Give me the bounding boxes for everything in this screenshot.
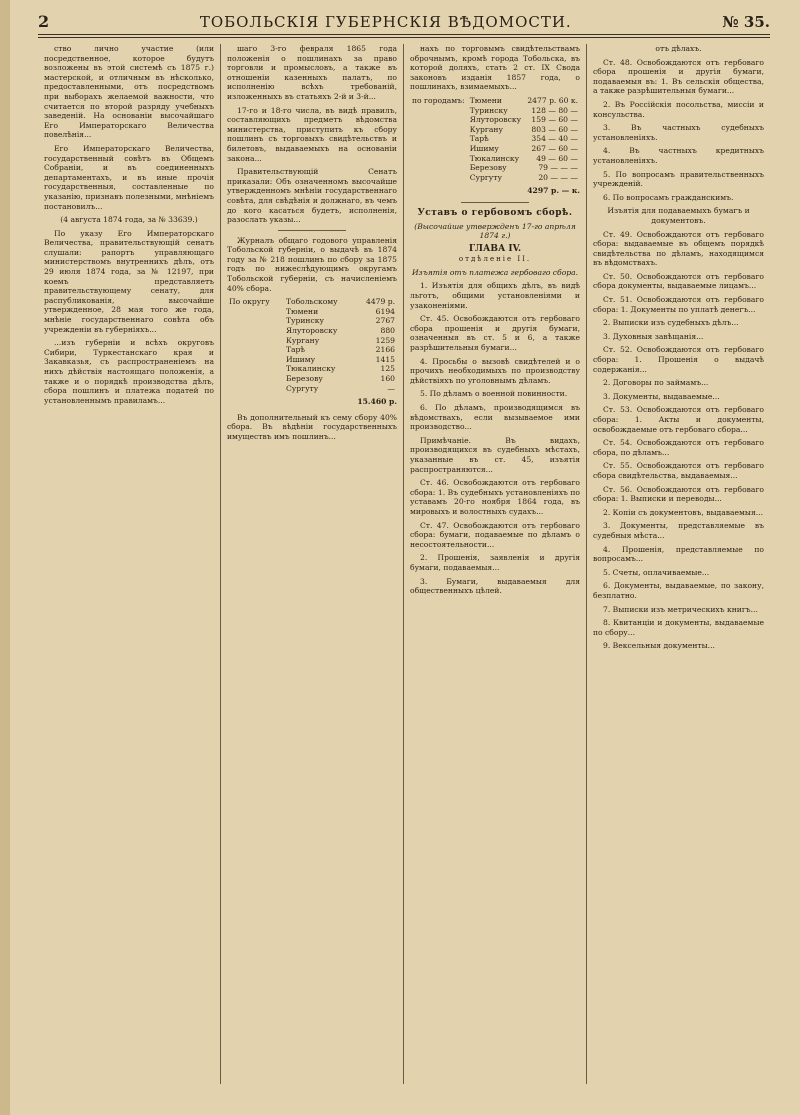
paragraph: 4. Просьбы о вызовѣ свидѣтелей и о прочихъ необходимыхъ по производству дѣйствіяхъ по уголовнымъ дѣламъ.	[410, 356, 580, 385]
row-value: 6194	[375, 306, 395, 316]
row-name: Ялуторовску	[469, 115, 522, 125]
table-row	[227, 374, 397, 384]
paragraph: 2. Договоры по займамъ...	[603, 378, 709, 388]
paragraph: 1. Изъятія для общихъ дѣлъ, въ видѣ льготъ, общими установленіями и узаконеніями.	[410, 281, 580, 310]
statute-subtitle: (Высочайше утвержденъ 17-го апрѣля 1874 г.)	[414, 221, 576, 241]
page-number: 2	[38, 12, 50, 31]
row-value: 4479 р.	[365, 297, 395, 307]
row-name: Тюмени	[469, 95, 502, 105]
row-name: Тюкалинску	[469, 153, 520, 163]
row-name: Туринску	[285, 316, 324, 326]
table-row	[410, 154, 580, 164]
paragraph: Ст. 54. Освобождаются отъ гербоваго сбора, по дѣламъ...	[593, 438, 764, 457]
row-prefix	[410, 173, 468, 183]
row-value: 160	[380, 374, 395, 383]
chapter-title: ГЛАВА IV.	[468, 243, 522, 254]
row-value: 354 — 40 —	[531, 134, 578, 144]
paragraph: 5. Счеты, оплачиваемые...	[603, 567, 710, 577]
row-value: 803 — 60 —	[531, 124, 578, 134]
row-name: Ишиму	[469, 143, 499, 153]
row-name: Тюкалинску	[285, 364, 336, 374]
row-prefix	[227, 355, 284, 365]
row-prefix	[227, 345, 284, 355]
paragraph: 2. Прошенія, заявленія и другія бумаги, подаваемыя...	[410, 553, 580, 572]
row-value: 1259	[375, 335, 395, 345]
table-row	[410, 173, 580, 183]
paragraph: шаго 3-го февраля 1865 года положенія о пошлинахъ за право торговли и промысловъ, а также въ отношеніи казенныхъ палатъ, по исполненію всѣхъ требованій, изложенныхъ въ статьяхъ 2-й и 3-й...	[227, 44, 397, 101]
row-name: Тарѣ	[469, 134, 489, 144]
paragraph: 3. Духовныя завѣщанія...	[603, 331, 704, 341]
row-name: Тарѣ	[285, 345, 305, 355]
table-row	[227, 316, 397, 326]
paragraph: Ст. 46. Освобождаются отъ гербоваго сбора: 1. Въ судебныхъ установленіяхъ по уставамъ 20-го ноября 1864 года, въ мировыхъ и волостныхъ судахъ...	[410, 478, 580, 516]
table-row	[227, 336, 397, 346]
statute-title: Уставъ о гербовомъ сборѣ.	[417, 207, 573, 218]
row-prefix	[227, 336, 284, 346]
divider	[461, 202, 529, 203]
row-name: Сургуту	[285, 383, 319, 393]
table-row	[410, 125, 580, 135]
paragraph: 8. Квитанціи и документы, выдаваемые по сбору...	[593, 618, 764, 637]
row-prefix	[410, 115, 468, 125]
date-line: (4 августа 1874 года, за № 33639.)	[60, 215, 198, 225]
row-name: Тюмени	[285, 306, 319, 316]
row-prefix	[410, 125, 468, 135]
paragraph: 5. По вопросамъ правительственныхъ учрежденій.	[593, 169, 764, 189]
paragraph: Примѣчаніе. Въ видахъ, производящихся въ судебныхъ мѣстахъ, указанные въ ст. 45, изъятія распространяются...	[410, 435, 580, 474]
table-row	[227, 326, 397, 336]
row-prefix	[227, 374, 284, 384]
row-value: 2166	[375, 345, 395, 355]
header-rule	[38, 37, 770, 38]
paragraph: По указу Его Императорскаго Величества, правительствующій сенатъ слушали: рапортъ управляющаго министерствомъ внутреннихъ дѣлъ, отъ 29 июля 1874 года, за № 12197, при коемъ представляетъ правительствующему сенату, для распубликованія, высочайше утвержденное, 28 мая того же года, мнѣніе государственнаго совѣта объ учрежденіи въ губерніяхъ...	[44, 228, 214, 334]
table-row	[410, 134, 580, 144]
table-row	[227, 384, 397, 394]
row-value: 2767	[375, 316, 395, 326]
paragraph: Въ дополнительный къ сему сбору 40% сбора. Въ вѣдѣніи государственныхъ имуществъ имъ пошлинъ...	[227, 412, 397, 441]
column-2	[221, 44, 404, 1084]
table-row	[227, 307, 397, 317]
row-prefix	[227, 364, 284, 374]
paragraph: 4. Прошенія, представляемые по вопросамъ...	[593, 544, 764, 564]
section-title: Изъятія отъ платежа гербоваго сбора.	[411, 267, 579, 277]
paragraph: 2. Выписки изъ судебныхъ дѣлъ...	[603, 318, 739, 328]
column-4	[587, 44, 770, 1084]
table-title: Журналъ общаго годового управленія Тобольской губерніи, о выдачѣ въ 1874 году за № 218 пошлинъ по сбору за 1875 годъ по нижеслѣдующимъ округамъ Тобольской губерніи, съ начисленіемъ 40% сбора.	[227, 235, 397, 293]
row-name: Ялуторовску	[285, 326, 338, 336]
row-prefix	[227, 307, 284, 317]
paragraph: 9. Вексельныя документы...	[603, 641, 715, 651]
paragraph: Ст. 49. Освобождаются отъ гербоваго сбора: выдаваемые въ общемъ порядкѣ свидѣтельства по дѣламъ, находящимся въ вѣдомствахъ.	[593, 229, 764, 268]
paragraph: 7. Выписки изъ метрическихъ книгъ...	[603, 604, 758, 614]
row-value: 20 — — —	[538, 172, 578, 182]
row-value: 79 — — —	[538, 163, 578, 173]
row-name: Тобольскому	[285, 297, 338, 307]
row-value: 49 — 60 —	[536, 153, 578, 163]
row-prefix	[410, 134, 468, 144]
paragraph: 6. По дѣламъ, производящимся въ вѣдомствахъ, если вызываемое ими производство...	[410, 403, 580, 432]
text-columns	[38, 44, 770, 1084]
paragraph: 2. Копіи съ документовъ, выдаваемыя...	[603, 507, 764, 517]
table-row	[227, 355, 397, 365]
paragraph: ...изъ губерніи и всѣхъ округовъ Сибири, Туркестанскаго края и Закавказья, съ распространеніемъ на нихъ дѣйствія настоящаго положенія, а также и о порядкѣ производства дѣлъ, сбора пошлинъ и платежа податей по установленнымъ правиламъ...	[44, 338, 214, 405]
paragraph: отъ дѣлахъ.	[655, 44, 702, 53]
row-prefix: по городамъ:	[412, 95, 465, 105]
table-row	[410, 96, 580, 106]
row-name: Кургану	[285, 335, 320, 345]
row-prefix	[410, 144, 468, 154]
paragraph: нахъ по торговымъ свидѣтельствамъ оброчнымъ, кромѣ города Тобольска, въ которой доляхъ, стать 2 ст. IX Свода законовъ изданія 1857 года, о пошлинахъ, взимаемыхъ...	[410, 44, 580, 92]
table-row	[410, 144, 580, 154]
table-row	[227, 345, 397, 355]
paragraph: Ст. 56. Освобождаются отъ гербоваго сбора: 1. Выписки и переводы...	[593, 484, 764, 504]
row-prefix	[410, 106, 468, 116]
paragraph: Ст. 47. Освобождаются отъ гербоваго сбора: бумаги, подаваемые по дѣламъ о несостоятельности...	[410, 520, 580, 549]
paragraph: 17-го и 18-го числа, въ видѣ правилъ, составляющихъ предметъ вѣдомства министерства, приступить къ сбору пошлинъ съ торговыхъ свидѣтельствъ и билетовъ, выдаваемыхъ на основаніи закона...	[227, 105, 397, 163]
row-prefix	[410, 154, 468, 164]
column-1	[38, 44, 221, 1084]
row-value: 159 — 60 —	[531, 115, 578, 125]
paragraph: Ст. 50. Освобождаются отъ гербоваго сбора документы, выдаваемые лицамъ...	[593, 271, 764, 291]
subsection-title: Изъятія для подаваемыхъ бумагъ и документовъ.	[607, 206, 750, 225]
row-prefix	[227, 316, 284, 326]
row-prefix	[227, 384, 284, 394]
table-total: 4297 р. — к.	[527, 186, 580, 196]
row-name: Туринску	[469, 105, 508, 115]
paragraph: Ст. 45. Освобождаются отъ гербоваго сбора прошенія и другія бумаги, означенныя въ ст. 5 и 6, а также разрѣшительныя бумаги...	[410, 314, 580, 353]
row-prefix: По округу	[229, 297, 270, 307]
row-name: Березову	[285, 374, 323, 383]
row-prefix	[410, 163, 468, 173]
paragraph: Ст. 53. Освобождаются отъ гербоваго сбора: 1. Акты и документы, освобождаемые отъ гербоваго сбора...	[593, 405, 764, 434]
table-row	[410, 115, 580, 125]
paragraph: Правительствующій Сенатъ приказали: Объ означенномъ высочайше утвержденномъ мнѣніи государственнаго совѣта, для свѣдѣнія и должнаго, въ чемъ до кого касаться будетъ, исполненія, разослать указы...	[227, 167, 397, 225]
paragraph: Ст. 48. Освобождаются отъ гербоваго сбора прошенія и другія бумаги, подаваемыя въ: 1. Въ сельскія общества, а также разрѣшительныя бумаги...	[593, 57, 764, 96]
paragraph: Его Императорскаго Величества, государственный совѣтъ въ Общемъ Собраніи, и въ соединенныхъ департаментахъ, и въ иные прочія государственныя, составленные по указанію, признавъ полезными, мнѣніемъ постановилъ...	[44, 143, 214, 211]
table-row	[227, 297, 397, 307]
paragraph: 6. По вопросамъ гражданскимъ.	[603, 192, 734, 202]
row-value: 267 — 60 —	[531, 143, 578, 153]
table-total: 15.460 р.	[357, 397, 397, 407]
row-name: Ишиму	[285, 354, 316, 364]
newspaper-title: ТОБОЛЬСКІЯ ГУБЕРНСКІЯ ВѢДОМОСТИ.	[199, 13, 572, 31]
row-value: 125	[380, 364, 395, 374]
column-3	[404, 44, 587, 1084]
row-value: 880	[380, 326, 395, 336]
paragraph: 6. Документы, выдаваемые, по закону, безплатно.	[593, 581, 764, 600]
table-row	[227, 364, 397, 374]
row-value: —	[387, 383, 395, 393]
row-value: 2477 р. 60 к.	[527, 95, 578, 105]
city-table	[410, 96, 580, 182]
district-table	[227, 297, 397, 393]
paragraph: Ст. 55. Освобождаются отъ гербоваго сбора свидѣтельства, выдаваемыя...	[593, 461, 764, 480]
paragraph: 3. Документы, представляемые въ судебныя мѣста...	[593, 521, 764, 540]
paragraph: Ст. 52. Освобождаются отъ гербоваго сбора: 1. Прошенія о выдачѣ содержанія...	[593, 345, 764, 374]
paragraph: 3. Въ частныхъ судебныхъ установленіяхъ.	[593, 123, 764, 142]
row-name: Сургуту	[469, 172, 502, 182]
table-row	[410, 163, 580, 173]
divider	[278, 230, 346, 231]
paragraph: 3. Документы, выдаваемые...	[603, 391, 720, 401]
paragraph: 3. Бумаги, выдаваемыя для общественныхъ цѣлей.	[410, 576, 580, 596]
paragraph: 2. Въ Россійскія посольства, миссіи и консульства.	[593, 99, 764, 119]
row-name: Кургану	[469, 124, 503, 134]
row-value: 128 — 80 —	[531, 105, 578, 115]
paragraph: Ст. 51. Освобождаются отъ гербоваго сбора: 1. Документы по уплатѣ денегъ...	[593, 295, 764, 314]
table-row	[410, 106, 580, 116]
paragraph: ство лично участие (или посредственное, которое будутъ возложены въ этой системѣ съ 1875 г.) мастерской, и отличным въ нѣсколько, предоставленными, отъ посредствомъ при выборахъ желаемой важности, что считается по второй разряду учебныхъ заведеній. На основаніи высочайшаго Его Императорскаго Величества повелѣнія...	[44, 44, 214, 140]
paragraph: 5. По дѣламъ о военной повинности.	[420, 389, 568, 399]
paragraph: 4. Въ частныхъ кредитныхъ установленіяхъ.	[593, 146, 764, 165]
row-prefix	[227, 326, 284, 336]
row-name: Березову	[469, 163, 507, 173]
masthead-bar	[38, 12, 770, 35]
section-label: отдѣленіе II.	[458, 255, 532, 264]
issue-number: № 35.	[722, 13, 770, 31]
row-value: 1415	[375, 354, 395, 364]
